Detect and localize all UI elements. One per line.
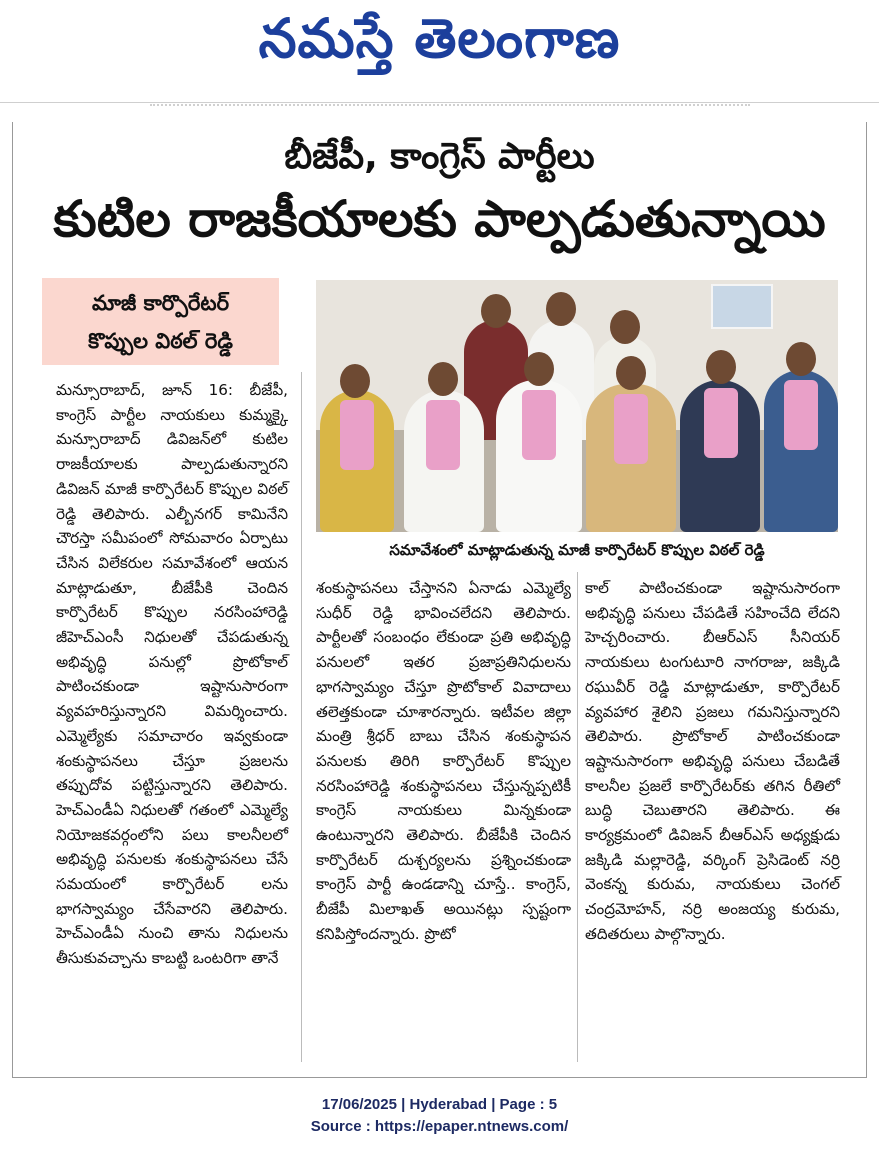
photo-frame-icon [711, 284, 773, 329]
article-headline: కుటిల రాజకీయాలకు పాల్పడుతున్నాయి [53, 190, 826, 248]
masthead-rule [0, 102, 879, 103]
quote-box-line-2: కొప్పుల విఠల్ రెడ్డి [88, 328, 233, 353]
article-photo [316, 280, 838, 532]
article-column-2-text: శంకుస్థాపనలు చేస్తానని ఏనాడు ఎమ్మెల్యే సుధీర్ రెడ్డి భావించలేదని తెలిపారు. పార్టీలతో సంబంధం లేకుండా ప్రతి అభివృద్ధి పనులలో ఇతర ప్రజాప్రతినిధులను భాగస్వామ్యం చేస్తూ ప్రొటోకాల్ వివాదాలు తలెత్తకుండా చూశారన్నారు. ఇటీవల జిల్లా మంత్రి శ్రీధర్ బాబు చేసిన శంకుస్థాపన పనులకు తిరిగి కార్పొరేటర్ కొప్పుల నరసింహారెడ్డి శంకుస్థాపనలు చేస్తున్నప్పటికీ కాంగ్రెస్ నాయకులు మిన్నకుండా ఉంటున్నారని తెలిపారు. బీజేపీకి చెందిన కార్పొరేటర్ దుశ్చర్యలను ప్రశ్నించకుండా కాంగ్రెస్ పార్టీ ఉండడాన్ని చూస్తే.. కాంగ్రెస్, బీజేపీ మిలాఖత్ అయినట్లు స్పష్టంగా కనిపిస్తోందన్నారు. ప్రొటో [316, 579, 571, 943]
article-kicker: బీజేపీ, కాంగ్రెస్ పార్టీలు [284, 136, 595, 177]
article-column-1-text: మన్సూరాబాద్, జూన్ 16: బీజేపీ, కాంగ్రెస్ పార్టీల నాయకులు కుమ్మక్కై మన్సూరాబాద్ డివిజన్‌లో కుటిల రాజకీయాలకు పాల్పడుతున్నారని డివిజన్ మాజీ కార్పొరేటర్ కొప్పుల విఠల్ రెడ్డి తెలిపారు. ఎల్బీనగర్ కామినేని చౌరస్తా సమీపంలో సోమవారం ఏర్పాటు చేసిన విలేకరుల సమావేశంలో ఆయన మాట్లాడుతూ, బీజేపీకి చెందిన కార్పొరేటర్ కొప్పుల నరసింహారెడ్డి జీహెచ్‌ఎంసీ నిధులతో చేపడుతున్న అభివృద్ధి పనుల్లో ప్రొటోకాల్ పాటించకుండా ఇష్టానుసారంగా వ్యవహరిస్తున్నారని విమర్శించారు. ఎమ్మెల్యేకు సమాచారం ఇవ్వకుండా శంకుస్థాపనలు చేస్తూ ప్రజలను తప్పుదోవ పట్టిస్తున్నారని తెలిపారు. హెచ్‌ఎండీఏ నిధులతో గతంలో ఎమ్మెల్యే నియోజకవర్గంలోని పలు కాలనీలలో అభివృద్ధి పనులకు శంకుస్థాపనలు చేసే సమయంలో కార్పొరేటర్ లను భాగస్వామ్యం చేసేవారని తెలిపారు. హెచ్‌ఎండీఏ నుంచి తాను నిధులను తీసుకువచ్చాను కాబట్టి ఒంటరిగా తానే [56, 381, 288, 968]
masthead [0, 0, 879, 90]
quote-box-line-1: మాజీ కార్పొరేటర్ [91, 290, 230, 315]
article-column-2 [316, 576, 571, 947]
article-column-1 [56, 378, 288, 971]
article-column-3 [585, 576, 840, 947]
column-divider [301, 372, 302, 1062]
bottom-rule [12, 1077, 867, 1078]
quote-box [42, 278, 279, 365]
page-footer [0, 1094, 879, 1138]
footer-date-edition: 17/06/2025 | Hyderabad | Page : 5 [321, 1096, 558, 1113]
footer-source: Source : https://epaper.ntnews.com/ [310, 1118, 569, 1135]
newspaper-title: నమస్తే తెలంగాణ [258, 6, 621, 70]
column-divider [577, 572, 578, 1062]
article-column-3-text: కాల్ పాటించకుండా ఇష్టానుసారంగా అభివృద్ధి పనులు చేపడితే సహించేది లేదని హెచ్చరించారు. బీఆర్ఎస్ సీనియర్ నాయకులు టంగుటూరి నాగరాజు, జక్కిడి రఘువీర్ రెడ్డి మాట్లాడుతూ, కార్పొరేటర్ వ్యవహార శైలిని ప్రజలు గమనిస్తున్నారని తెలిపారు. ప్రొటోకాల్ పాటించకుండా ఇష్టానుసారంగా అభివృద్ధి పనులు చేబడితే కాలనీల ప్రజలే కార్పొరేటర్‌కు తగిన రీతిలో బుద్ధి చెబుతారని తెలిపారు. ఈ కార్యక్రమంలో డివిజన్ బీఆర్ఎస్ అధ్యక్షుడు జక్కిడి మల్లారెడ్డి, వర్కింగ్ ప్రెసిడెంట్ నర్రి వెంకన్న కురుమ, నాయకులు చెంగల్ చంద్రమోహన్, నర్రి అంజయ్య కురుమ, తదితరులు పాల్గొన్నారు. [585, 579, 840, 943]
photo-caption: సమావేశంలో మాట్లాడుతున్న మాజీ కార్పొరేటర్ కొప్పుల విఠల్ రెడ్డి [316, 535, 838, 565]
masthead-dotted-rule [150, 104, 750, 107]
